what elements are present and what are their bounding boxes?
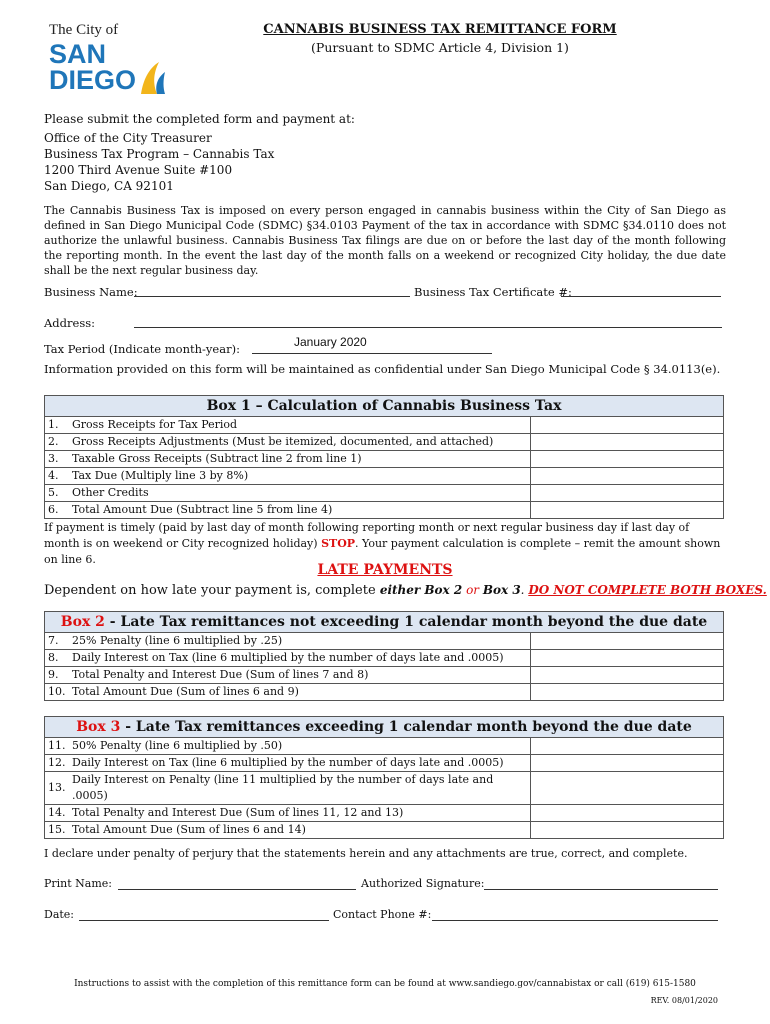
confidential-notice: Information provided on this form will be maintained as confidential under San Diego Municipal Code § 34.0113(e).	[44, 362, 721, 376]
address-line: 1200 Third Avenue Suite #100	[44, 163, 233, 177]
line-number: 4.	[45, 468, 70, 485]
signature-field[interactable]	[484, 877, 718, 890]
line-number: 12.	[45, 755, 70, 772]
city-logo	[44, 22, 169, 100]
address-line: Business Tax Program – Cannabis Tax	[44, 147, 275, 161]
table-row	[45, 755, 724, 772]
line-description: Taxable Gross Receipts (Subtract line 2 from line 1)	[69, 451, 531, 468]
table-row	[45, 468, 724, 485]
tax-period-field[interactable]	[252, 335, 492, 354]
box1-title: Box 1 – Calculation of Cannabis Business Tax	[45, 396, 724, 417]
form-title: CANNABIS BUSINESS TAX REMITTANCE FORM	[263, 22, 617, 37]
address-line: San Diego, CA 92101	[44, 179, 174, 193]
amount-field[interactable]	[531, 822, 724, 839]
stop-text: STOP	[321, 537, 356, 550]
box3-table	[44, 716, 724, 839]
line-description: Total Penalty and Interest Due (Sum of lines 7 and 8)	[69, 667, 531, 684]
table-row	[45, 417, 724, 434]
box1-table	[44, 395, 724, 519]
amount-field[interactable]	[531, 667, 724, 684]
logo-city-text: The City of	[49, 22, 119, 38]
line-number: 2.	[45, 434, 70, 451]
address-line: Office of the City Treasurer	[44, 131, 212, 145]
either-box2-text: either Box 2	[379, 583, 463, 597]
business-name-label: Business Name:	[44, 285, 138, 299]
line-number: 8.	[45, 650, 70, 667]
amount-field[interactable]	[531, 451, 724, 468]
logo-san-text: SAN	[49, 39, 107, 69]
line-number: 11.	[45, 738, 70, 755]
line-description: Other Credits	[69, 485, 531, 502]
tax-period-value: January 2020	[294, 335, 367, 349]
amount-field[interactable]	[531, 633, 724, 650]
box3-title-text: - Late Tax remittances exceeding 1 calendar month beyond the due date	[120, 719, 692, 735]
late-instructions	[44, 583, 767, 598]
box2-table	[44, 611, 724, 701]
line-description: Total Amount Due (Sum of lines 6 and 14)	[69, 822, 531, 839]
line-number: 15.	[45, 822, 70, 839]
line-description: 50% Penalty (line 6 multiplied by .50)	[69, 738, 531, 755]
note-text: If payment is timely (paid by last day of month following reporting month or next regular business day if last day of month is on weekend or City recognized holiday)	[44, 521, 690, 550]
date-label: Date:	[44, 908, 75, 921]
tax-description: The Cannabis Business Tax is imposed on every person engaged in cannabis business within the City of San Diego as defined in San Diego Municipal Code (SDMC) §34.0103 Payment of the tax in accordance with SDMC §34.0110 does not authorize the unlawful business. Cannabis Business Tax filings are due on or before the last day of the month following the reporting month. In the event the last day of the month falls on a weekend or recognized City holiday, the due date shall be the next regular business day.	[44, 204, 726, 277]
line-description: Daily Interest on Tax (line 6 multiplied by the number of days late and .0005)	[69, 755, 531, 772]
table-row	[45, 805, 724, 822]
table-row	[45, 667, 724, 684]
table-row	[45, 502, 724, 519]
line-number: 6.	[45, 502, 70, 519]
revision-date: REV. 08/01/2020	[650, 996, 718, 1005]
amount-field[interactable]	[531, 684, 724, 701]
line-number: 14.	[45, 805, 70, 822]
instructions-footer: Instructions to assist with the completion of this remittance form can be found at www.sandiego.gov/cannabistax or call (619) 615-1580	[74, 979, 696, 989]
table-row	[45, 485, 724, 502]
table-row	[45, 451, 724, 468]
or-text: or	[462, 583, 483, 597]
amount-field[interactable]	[531, 417, 724, 434]
amount-field[interactable]	[531, 485, 724, 502]
certificate-field[interactable]	[561, 284, 721, 297]
dot-text: .	[520, 583, 529, 597]
warning-text: DO NOT COMPLETE BOTH BOXES.	[528, 583, 767, 597]
late-payments-heading: LATE PAYMENTS	[317, 562, 453, 578]
line-number: 10.	[45, 684, 70, 701]
print-name-field[interactable]	[118, 877, 356, 890]
tax-period-label: Tax Period (Indicate month-year):	[44, 342, 240, 356]
line-description: Total Amount Due (Sum of lines 6 and 9)	[69, 684, 531, 701]
instruction-text: Dependent on how late your payment is, complete	[44, 583, 380, 598]
contact-phone-field[interactable]	[432, 908, 718, 921]
table-row	[45, 633, 724, 650]
line-number: 13.	[45, 772, 70, 805]
amount-field[interactable]	[531, 772, 724, 805]
box2-title	[45, 612, 724, 633]
table-row	[45, 684, 724, 701]
line-description: 25% Penalty (line 6 multiplied by .25)	[69, 633, 531, 650]
line-number: 1.	[45, 417, 70, 434]
print-name-label: Print Name:	[44, 877, 113, 890]
form-subtitle: (Pursuant to SDMC Article 4, Division 1)	[311, 40, 569, 55]
signature-label: Authorized Signature:	[361, 877, 485, 890]
address-field[interactable]	[134, 315, 722, 328]
logo-diego-text: DIEGO	[49, 65, 137, 95]
line-description: Gross Receipts Adjustments (Must be itemized, documented, and attached)	[69, 434, 531, 451]
amount-field[interactable]	[531, 755, 724, 772]
amount-field[interactable]	[531, 650, 724, 667]
business-name-field[interactable]	[134, 284, 410, 297]
amount-field[interactable]	[531, 434, 724, 451]
line-description: Total Penalty and Interest Due (Sum of lines 11, 12 and 13)	[69, 805, 531, 822]
box2-title-text: - Late Tax remittances not exceeding 1 calendar month beyond the due date	[104, 614, 708, 630]
sail-icon	[137, 60, 167, 96]
submit-intro: Please submit the completed form and payment at:	[44, 112, 355, 126]
line-number: 9.	[45, 667, 70, 684]
declaration-text: I declare under penalty of perjury that the statements herein and any attachments are true, correct, and complete.	[44, 847, 688, 860]
date-field[interactable]	[79, 908, 329, 921]
table-row	[45, 650, 724, 667]
box3-title	[45, 717, 724, 738]
table-row	[45, 822, 724, 839]
line-description: Gross Receipts for Tax Period	[69, 417, 531, 434]
line-description: Total Amount Due (Subtract line 5 from line 4)	[69, 502, 531, 519]
contact-phone-label: Contact Phone #:	[333, 908, 432, 921]
line-number: 3.	[45, 451, 70, 468]
box3-text: Box 3	[482, 583, 521, 597]
line-description: Daily Interest on Tax (line 6 multiplied by the number of days late and .0005)	[69, 650, 531, 667]
line-number: 7.	[45, 633, 70, 650]
timely-payment-note	[44, 520, 728, 568]
box3-label: Box 3	[76, 719, 121, 735]
address-label: Address:	[44, 316, 96, 330]
amount-field[interactable]	[531, 805, 724, 822]
amount-field[interactable]	[531, 502, 724, 519]
note-text: . Your payment calculation is complete – remit the amount shown on line 6.	[44, 537, 721, 566]
table-row	[45, 738, 724, 755]
table-row	[45, 434, 724, 451]
line-description: Tax Due (Multiply line 3 by 8%)	[69, 468, 531, 485]
line-description: Daily Interest on Penalty (line 11 multiplied by the number of days late and .0005)	[69, 772, 531, 805]
certificate-label: Business Tax Certificate #:	[414, 285, 572, 299]
line-number: 5.	[45, 485, 70, 502]
box2-label: Box 2	[60, 614, 105, 630]
table-row	[45, 772, 724, 805]
amount-field[interactable]	[531, 738, 724, 755]
amount-field[interactable]	[531, 468, 724, 485]
